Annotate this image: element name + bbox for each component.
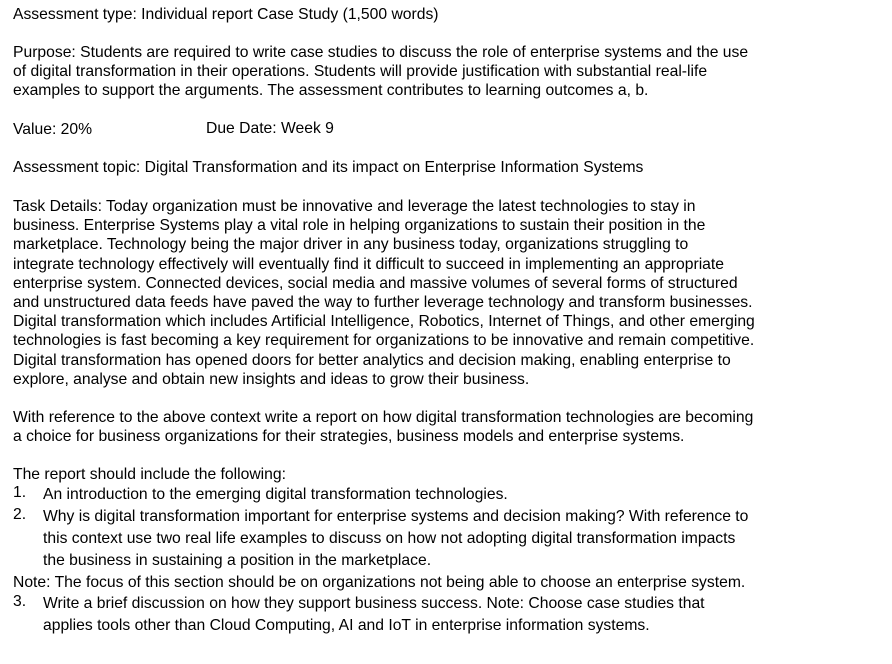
- reference-line: With reference to the above context write a report on how digital transformation technologies are becoming: [13, 409, 754, 426]
- task-line: Digital transformation which includes Artificial Intelligence, Robotics, Internet of Things, and other emerging: [13, 313, 755, 331]
- note-line: Note: The focus of this section should be on organizations not being able to choose an enterprise system.: [13, 574, 746, 591]
- due-date-label: Due Date: Week 9: [206, 120, 334, 137]
- task-line: business. Enterprise Systems play a vital role in helping organizations to sustain their position in the: [13, 217, 706, 235]
- task-line: integrate technology effectively will eventually find it difficult to succeed in implementing an appropriate: [13, 255, 724, 273]
- purpose-line: examples to support the arguments. The assessment contributes to learning outcomes a, b.: [13, 82, 649, 100]
- list-number: 2.: [13, 506, 27, 523]
- list-text: Why is digital transformation important for enterprise systems and decision making? With reference to this context use two real life examples to discuss on how not adopting digital transformation impacts the business in sustaining a position in the marketplace.: [43, 508, 749, 570]
- list-number: 3.: [13, 593, 27, 610]
- task-details-paragraph: [13, 197, 755, 389]
- task-line: and unstructured data feeds have paved the way to further leverage technology and transform businesses.: [13, 293, 753, 311]
- list-number: 1.: [13, 484, 27, 501]
- task-line: explore, analyse and obtain new insights and ideas to grow their business.: [13, 370, 530, 388]
- list-item: [13, 593, 873, 638]
- list-item: [13, 484, 873, 506]
- task-line: Task Details: Today organization must be innovative and leverage the latest technologies to stay in: [13, 198, 696, 215]
- assessment-type: Assessment type: Individual report Case Study (1,500 words): [13, 6, 439, 23]
- task-line: Digital transformation has opened doors for better analytics and decision making, enabling enterprise to: [13, 351, 731, 369]
- reference-line: a choice for business organizations for their strategies, business models and enterprise systems.: [13, 428, 685, 446]
- list-text: Write a brief discussion on how they support business success. Note: Choose case studies that applies tools other than Cloud Computing, AI and IoT in enterprise information systems.: [43, 595, 705, 635]
- task-line: marketplace. Technology being the major driver in any business today, organizations struggling to: [13, 236, 689, 254]
- list-text: An introduction to the emerging digital transformation technologies.: [43, 486, 508, 503]
- value-due-row: [13, 120, 413, 139]
- task-line: enterprise system. Connected devices, social media and massive volumes of several forms of structured: [13, 274, 738, 292]
- reference-paragraph: [13, 408, 753, 446]
- purpose-line: of digital transformation in their operations. Students will provide justification with substantial real-life: [13, 63, 708, 81]
- list-item: [13, 506, 873, 573]
- assessment-topic: Assessment topic: Digital Transformation and its impact on Enterprise Information Systems: [13, 159, 644, 176]
- value-label: Value: 20%: [13, 121, 93, 138]
- purpose-line: Purpose: Students are required to write case studies to discuss the role of enterprise systems and the use: [13, 44, 749, 61]
- purpose-paragraph: [13, 43, 748, 101]
- report-intro: The report should include the following:: [13, 466, 286, 483]
- task-line: technologies is fast becoming a key requirement for organizations to be innovative and remain competitive.: [13, 332, 755, 350]
